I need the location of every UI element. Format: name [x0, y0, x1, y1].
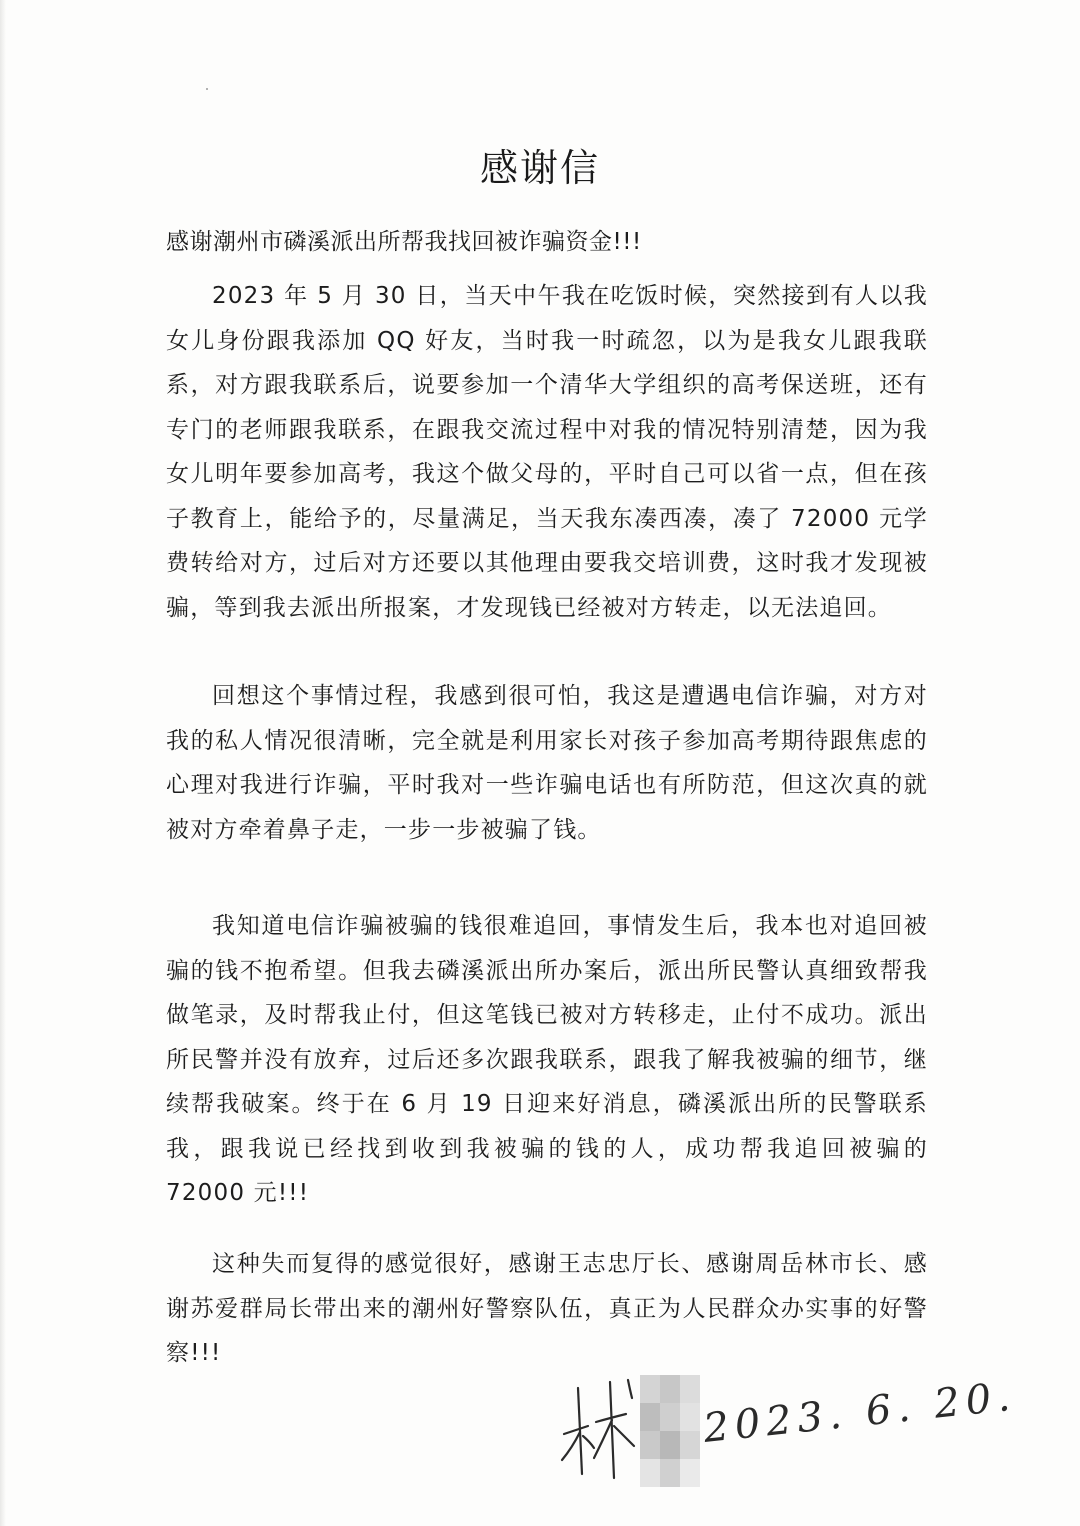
scan-edge-shadow	[0, 0, 6, 1526]
letter-paragraph-1: 2023 年 5 月 30 日，当天中午我在吃饭时候，突然接到有人以我女儿身份跟我添加 QQ 好友，当时我一时疏忽，以为是我女儿跟我联系，对方跟我联系后，说要参加一个清华大学组织的高考保送班，还有专门的老师跟我联系，在跟我交流过程中对我的情况特别清楚，因为我女儿明年要参加高考，我这个做父母的，平时自己可以省一点，但在孩子教育上，能给予的，尽量满足，当天我东凑西凑，凑了 72000 元学费转给对方，过后对方还要以其他理由要我交培训费，这时我才发现被骗，等到我去派出所报案，才发现钱已经被对方转走，以无法追回。	[166, 283, 928, 621]
signature-date: 2023. 6. 20.	[701, 1373, 1019, 1452]
letter-salutation: 感谢潮州市磷溪派出所帮我找回被诈骗资金!!!	[166, 229, 642, 255]
letter-paragraph-2: 回想这个事情过程，我感到很可怕，我这是遭遇电信诈骗，对方对我的私人情况很清晰，完全就是利用家长对孩子参加高考期待跟焦虑的心理对我进行诈骗，平时我对一些诈骗电话也有所防范，但这次真的就被对方牵着鼻子走，一步一步被骗了钱。	[166, 683, 928, 843]
scan-speck	[206, 88, 208, 90]
redacted-name-mosaic	[640, 1375, 700, 1487]
letter-paragraph-4: 这种失而复得的感觉很好，感谢王志忠厅长、感谢周岳林市长、感谢苏爱群局长带出来的潮州好警察队伍，真正为人民群众办实事的好警察!!!	[166, 1251, 928, 1366]
letter-title: 感谢信	[479, 146, 600, 190]
letter-paragraph-3: 我知道电信诈骗被骗的钱很难追回，事情发生后，我本也对追回被骗的钱不抱希望。但我去磷溪派出所办案后，派出所民警认真细致帮我做笔录，及时帮我止付，但这笔钱已被对方转移走，止付不成功。派出所民警并没有放弃，过后还多次跟我联系，跟我了解我被骗的细节，继续帮我破案。终于在 6 月 19 日迎来好消息，磷溪派出所的民警联系我，跟我说已经找到收到我被骗的钱的人，成功帮我追回被骗的 72000 元!!!	[166, 913, 928, 1206]
